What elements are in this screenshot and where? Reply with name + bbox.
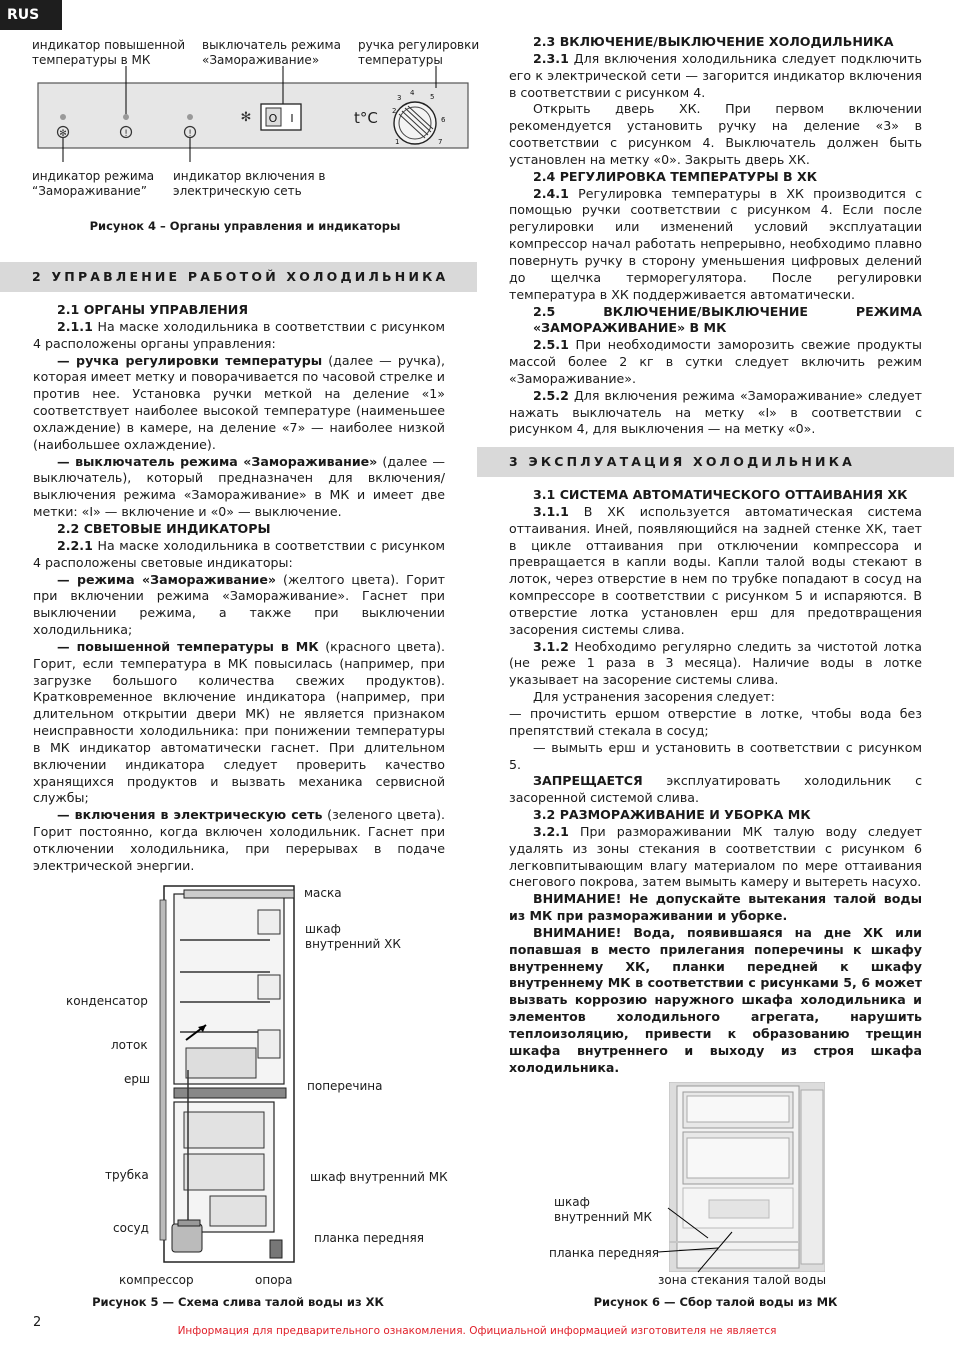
text-3-1-4: — прочистить ершом отверстие в лотке, чтобы вода без препятствий стекала в сосуд; <box>509 705 922 738</box>
hightemp-desc: (красного цвета). Горит, если температура в МК повысилась (например, при загрузке большого количества свежих продуктов). Кратковременное включение индикатора (например, при длительном открытии двери МК) не является признаком неисправности холодильника: при понижении температуры в МК индикатор автоматически гаснет. При длительном включении индикатора следует проверить качество хранящихся продуктов и вызвать механика сервисной службы; <box>33 638 445 806</box>
heading-2-2: 2.2 СВЕТОВЫЕ ИНДИКАТОРЫ <box>57 520 271 536</box>
switch-mark-i: I <box>290 112 294 125</box>
label-freezer-cabinet: шкаф внутренний МК <box>310 1170 448 1184</box>
freeze-desc: (желтого цвета). Горит при включении режима «Замораживание». Гаснет при выключении режима, а также при выключении холодильника; <box>33 571 445 638</box>
figure5-caption: Рисунок 5 — Схема слива талой воды из ХК <box>92 1295 384 1309</box>
num-2-2-1: 2.2.1 <box>57 537 93 553</box>
disclaimer: Информация для предварительного ознакомления. Официальной информацией изготовителя не является <box>177 1325 777 1337</box>
forbid-desc: эксплуатировать холодильник с засоренной системой слива. <box>509 773 922 806</box>
forbid-term: ЗАПРЕЩАЕТСЯ <box>533 773 643 789</box>
heading-2-5: 2.5 ВКЛЮЧЕНИЕ/ВЫКЛЮЧЕНИЕ РЕЖИМА «ЗАМОРАЖИВАНИЕ» В МК <box>533 303 922 336</box>
text-2-5-2: Для включения режима «Замораживание» следует нажать выключатель на метку «I» в соответствии с рисунком 4, для выключения — на метку «0». <box>509 387 922 437</box>
section-2-title: 2 УПРАВЛЕНИЕ РАБОТОЙ ХОЛОДИЛЬНИКА <box>0 262 477 292</box>
freeze-indicator-lamp <box>60 114 66 120</box>
label-temp-knob: ручка регулировки температуры <box>358 38 480 67</box>
high-temp-indicator-lamp <box>123 114 129 120</box>
dial-mark-1: 1 <box>395 138 400 146</box>
heading-2-4: 2.4 РЕГУЛИРОВКА ТЕМПЕРАТУРЫ В ХК <box>533 168 818 184</box>
num-2-5-1: 2.5.1 <box>533 337 569 353</box>
compressor <box>172 1224 202 1252</box>
text-2-1-1: На маске холодильника в соответствии с рисунком 4 расположены органы управления: <box>33 318 445 351</box>
support-foot <box>270 1240 282 1258</box>
label-front-plank-6: планка передняя <box>549 1246 659 1260</box>
svg-text:✻: ✻ <box>59 129 67 139</box>
fridge-drain-diagram <box>150 880 310 1280</box>
svg-text:!: ! <box>124 129 128 139</box>
dial-mark-3: 3 <box>397 94 402 102</box>
page-number: 2 <box>33 1315 42 1330</box>
heading-3-2: 3.2 РАЗМОРАЖИВАНИЕ И УБОРКА МК <box>533 807 811 823</box>
label-condenser: конденсатор <box>66 994 148 1008</box>
condenser <box>160 900 166 1240</box>
switch-term: — выключатель режима «Замораживание» <box>57 453 378 469</box>
num-2-4-1: 2.4.1 <box>533 185 569 201</box>
power-desc: (зеленого цвета). Горит постоянно, когда включен холодильник. Гаснет при отключении холодильника, при перерывах в подаче электрической энергии. <box>33 807 445 873</box>
warning-2: ВНИМАНИЕ! Вода, появившаяся на дне ХК или попавшая в место прилегания поперечины к шкафу внутреннему ХК, планки передней к шкафу внутреннему МК в соответствии с рисунками 5, 6 может вызвать коррозию наружного шкафа холодильника и элементов холодильного агрегата, нарушить теплоизоляцию, привести к образованию трещин шкафа внутреннего и выходу из строя шкафа холодильника. <box>509 924 922 1075</box>
power-indicator-lamp <box>187 114 193 120</box>
dial-mark-5: 5 <box>430 93 435 101</box>
right-column-bottom <box>509 487 922 1077</box>
num-2-1-1: 2.1.1 <box>57 318 93 334</box>
label-high-temp-indicator: индикатор повышенной температуры в МК <box>32 38 186 67</box>
section-3-title: 3 ЭКСПЛУАТАЦИЯ ХОЛОДИЛЬНИКА <box>477 447 954 477</box>
text-2-3-1: Для включения холодильника следует подключить его к электрической сети — загорится индикатор включения в соответствии с рисунком 4. <box>509 50 922 100</box>
label-tube: трубка <box>105 1168 149 1182</box>
svg-text:✻: ✻ <box>240 110 252 125</box>
heading-3-1: 3.1 СИСТЕМА АВТОМАТИЧЕСКОГО ОТТАИВАНИЯ ХК <box>533 487 908 502</box>
num-2-3-1: 2.3.1 <box>533 50 569 66</box>
num-3-1-2: 3.1.2 <box>533 638 569 654</box>
label-fridge-cabinet: шкаф внутренний ХК <box>305 922 401 951</box>
text-2-2-1: На маске холодильника в соответствии с рисунком 4 расположены световые индикаторы: <box>33 537 445 570</box>
num-3-2-1: 3.2.1 <box>533 823 569 839</box>
dial-mark-4: 4 <box>410 89 415 97</box>
knob-term: — ручка регулировки температуры <box>57 352 323 368</box>
label-front-plank: планка передняя <box>314 1231 424 1245</box>
temp-symbol: t°C <box>354 109 378 127</box>
warning-1: ВНИМАНИЕ! Не допускайте вытекания талой воды из МК при размораживании и уборке. <box>509 891 922 924</box>
control-panel-figure <box>30 66 470 170</box>
right-column-top <box>509 34 922 438</box>
label-brush: ерш <box>124 1072 150 1086</box>
figure6-caption: Рисунок 6 — Сбор талой воды из МК <box>593 1295 838 1309</box>
label-vessel: сосуд <box>113 1221 149 1235</box>
power-term: — включения в электрическую сеть <box>57 807 323 823</box>
label-freezer-cabinet-6: шкаф внутренний МК <box>554 1195 652 1224</box>
label-crossbar: поперечина <box>307 1079 383 1093</box>
num-2-5-2: 2.5.2 <box>533 387 569 403</box>
svg-text:!: ! <box>188 129 192 139</box>
dial-mark-2: 2 <box>392 107 397 115</box>
switch-desc: (далее — выключатель), который предназначен для включения/выключения режима «Замораживание» в МК и имеет две метки: «I» — включение и «0» — выключение. <box>33 453 445 520</box>
hightemp-term: — повышенной температуры в МК <box>57 638 319 654</box>
label-mask: маска <box>304 886 342 900</box>
dial-mark-7: 7 <box>438 138 443 146</box>
heading-2-1: 2.1 ОРГАНЫ УПРАВЛЕНИЯ <box>57 302 249 317</box>
label-compressor: компрессор <box>119 1273 194 1287</box>
language-tag: RUS <box>0 0 62 30</box>
heading-2-3: 2.3 ВКЛЮЧЕНИЕ/ВЫКЛЮЧЕНИЕ ХОЛОДИЛЬНИКА <box>533 34 894 49</box>
freeze-term: — режима «Замораживание» <box>57 571 277 587</box>
text-2-5-1: При необходимости заморозить свежие продукты массой более 2 кг в сутки следует включить режим «Замораживание». <box>509 337 922 386</box>
text-3-1-1: В ХК используется автоматическая система оттаивания. Иней, появляющийся на задней стенке ХК, тает в цикле оттаивания при отключении компрессора и превращается в капли воды. Капли талой воды стекают в лоток, через отверстие в нем по трубке попадают в сосуд на компрессоре в соответствии с рисунком 5 и испаряются. В отверстие лотка установлен ерш для предотвращения засорения системы слива. <box>509 503 922 637</box>
figure4-caption: Рисунок 4 – Органы управления и индикаторы <box>89 219 401 233</box>
left-column <box>33 302 445 875</box>
text-2-3-1b: Открыть дверь ХК. При первом включении рекомендуется установить ручку на деление «3» в соответствии с рисунком 4. Выключатель должен быть установлен на метку «0». Закрыть дверь ХК. <box>509 101 922 167</box>
label-freeze-switch: выключатель режима «Замораживание» <box>202 38 341 67</box>
knob-desc: (далее — ручка), которая имеет метку и поворачивается по часовой стрелке и против нее. Установка ручки меткой на деление «1» соответствует наиболее высокой температуре (наименьшее охлаждение) в камере, на деление «7» — наиболее низкой (наибольшее охлаждение). <box>33 352 445 452</box>
text-3-1-5: — вымыть ерш и установить в соответствии с рисунком 5. <box>509 739 922 772</box>
switch-mark-o: O <box>268 112 278 125</box>
text-3-1-2: Необходимо регулярно следить за чистотой лотка (не реже 1 раза в 3 месяца). Наличие воды в лотке указывает на засорение системы слива. <box>509 638 922 688</box>
drain-vessel <box>178 1220 200 1226</box>
figure6-leaders <box>640 1200 760 1280</box>
text-2-4-1: Регулировка температуры в ХК производится с помощью ручки соответствии с рисунком 4. Если после регулировки или изменений условий эксплуатации компрессор начал работать непрерывно, необходимо плавно повернуть ручку в сторону уменьшения цифровых делений до щелчка терморегулятора. После регулировки температура в ХК поддерживается автоматически. <box>509 185 922 302</box>
text-3-1-3: Для устранения засорения следует: <box>533 689 775 705</box>
label-freeze-indicator: индикатор режима “Замораживание” <box>32 169 155 198</box>
label-tray: лоток <box>111 1038 148 1052</box>
label-power-indicator: индикатор включения в электрическую сеть <box>173 169 326 198</box>
crossbar <box>174 1088 286 1098</box>
num-3-1-1: 3.1.1 <box>533 503 569 519</box>
label-support: опора <box>255 1273 293 1287</box>
text-3-2-1: При размораживании МК талую воду следует удалять из зоны стекания в соответствии с рисунком 6 легковпитывающим влагу материалом по мере оттаивания снегового покрова, затем вымыть камеру и вытереть насухо. <box>509 823 922 890</box>
label-meltwater-zone: зона стекания талой воды <box>658 1273 827 1287</box>
dial-mark-6: 6 <box>441 116 446 124</box>
